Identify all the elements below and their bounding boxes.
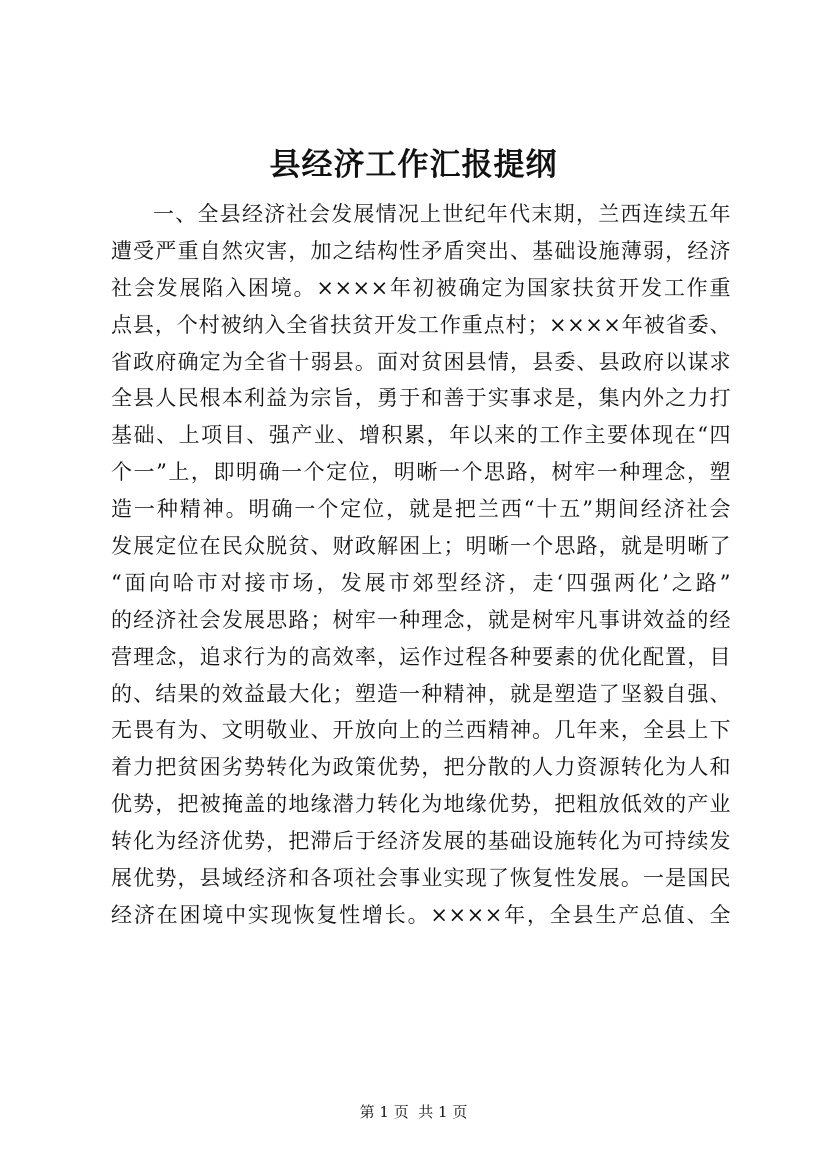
body-line: 经济在困境中实现恢复性增长。××××年，全县生产总值、全: [111, 902, 731, 927]
body-line: “面向哈市对接市场，发展市郊型经济，走‘四强两化’之路”: [111, 570, 731, 595]
body-line: 基础、上项目、强产业、增积累，年以来的工作主要体现在“四: [111, 423, 731, 448]
body-line: 的经济社会发展思路；树牢一种理念，就是树牢凡事讲效益的经: [111, 607, 731, 632]
body-line: 优势，把被掩盖的地缘潜力转化为地缘优势，把粗放低效的产业: [111, 792, 731, 817]
page-number-footer: 第 1 页 共 1 页: [359, 1103, 468, 1121]
body-line: 转化为经济优势，把滞后于经济发展的基础设施转化为可持续发: [111, 829, 731, 854]
body-line: 无畏有为、文明敬业、开放向上的兰西精神。几年来，全县上下: [111, 718, 731, 743]
body-line: 点县，个村被纳入全省扶贫开发工作重点村；××××年被省委、: [111, 312, 731, 337]
body-line: 的、结果的效益最大化；塑造一种精神，就是塑造了坚毅自强、: [111, 681, 731, 706]
body-line: 全县人民根本利益为宗旨，勇于和善于实事求是，集内外之力打: [111, 386, 731, 411]
body-line: 一、全县经济社会发展情况上世纪年代末期，兰西连续五年: [153, 202, 731, 226]
body-line: 造一种精神。明确一个定位，就是把兰西“十五”期间经济社会: [111, 497, 731, 522]
body-line: 个一”上，即明确一个定位，明晰一个思路，树牢一种理念，塑: [111, 460, 731, 485]
body-line: 着力把贫困劣势转化为政策优势，把分散的人力资源转化为人和: [111, 755, 731, 780]
body-line: 营理念，追求行为的高效率，运作过程各种要素的优化配置，目: [111, 644, 731, 669]
document-body: [111, 196, 731, 934]
body-line: 社会发展陷入困境。××××年初被确定为国家扶贫开发工作重: [111, 275, 731, 300]
body-line: 省政府确定为全省十弱县。面对贫困县情，县委、县政府以谋求: [111, 349, 731, 374]
body-line: 遭受严重自然灾害，加之结构性矛盾突出、基础设施薄弱，经济: [111, 238, 731, 263]
body-line: 展优势，县域经济和各项社会事业实现了恢复性发展。一是国民: [111, 866, 731, 891]
document-title: 县经济工作汇报提纲: [269, 147, 558, 183]
body-line: 发展定位在民众脱贫、财政解困上；明晰一个思路，就是明晰了: [111, 534, 731, 559]
